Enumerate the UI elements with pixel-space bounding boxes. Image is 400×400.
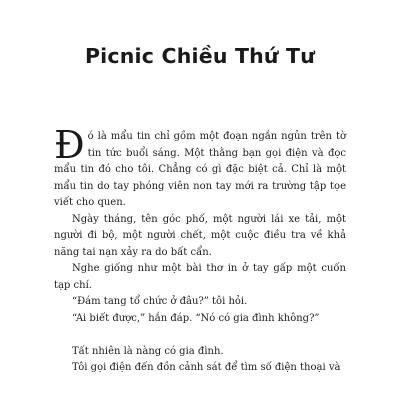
paragraph-4: “Đám tang tổ chức ở đâu?” tôi hỏi. — [72, 296, 248, 307]
paragraph-2: Ngày tháng, tên góc phố, một người lái xe tải, một người đi bộ, một người chết, một cuộc điều tra về khả năng tai nạn xảy ra do bất cẩn. — [54, 213, 346, 258]
opening-paragraph — [54, 123, 346, 212]
drop-cap: Đ — [54, 123, 85, 167]
paragraph-6: Tất nhiên là nàng có gia đình. — [72, 345, 224, 357]
paragraph-3: Nghe giống như một bài thơ in ở tay gấp một cuốn tạp chí. — [54, 263, 346, 291]
chapter-title: Picnic Chiều Thứ Tư — [84, 44, 316, 68]
paragraph-7: Tôi gọi điện đến đồn cảnh sát để tìm số điện thoại và — [72, 362, 341, 373]
paragraph-5: “Ai biết được,” hắn đáp. “Nó có gia đình không?” — [72, 312, 320, 324]
chapter-body — [54, 123, 346, 377]
opening-paragraph-text: ó là mẩu tin chỉ gồm một đoạn ngắn ngủn trên tờ tin tức buổi sáng. Một thằng bạn gọi điện và đọc mẩu tin đó cho tôi. Chẳng có gì đặc biệt cả. Chỉ là một mẩu tin do tay phóng viên non tay mới ra trường tập tọe viết cho quen. — [54, 131, 346, 208]
